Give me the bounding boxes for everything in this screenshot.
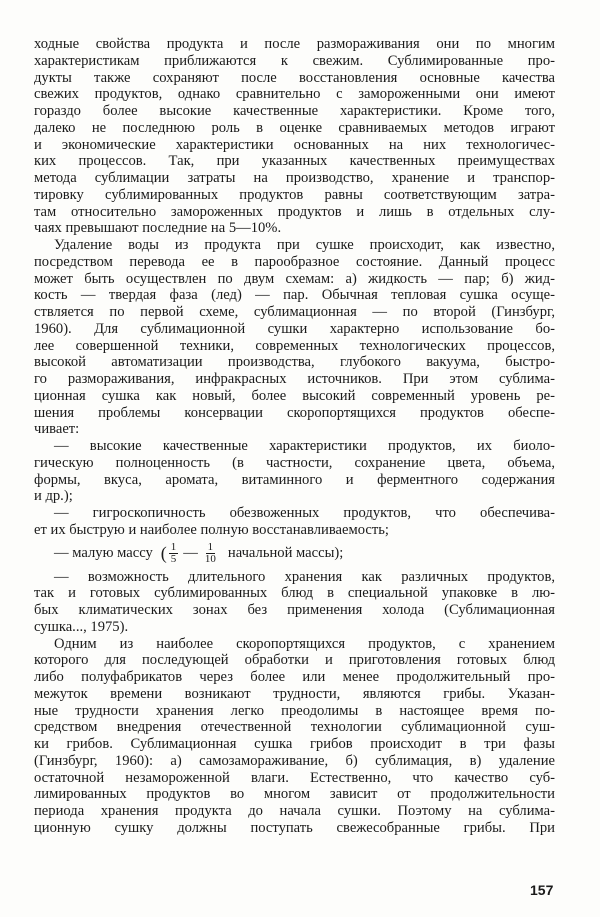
- text-line: далеко не последнюю роль в оценке сравниваемых методов играют: [34, 119, 555, 136]
- page-number: 157: [530, 882, 554, 898]
- text-line: ет их быструю и наиболее полную восстанавливаемость;: [34, 521, 389, 538]
- text-line: бых климатических зонах без применения холода (Сублимационная: [34, 602, 555, 618]
- bullet-4: [34, 569, 555, 636]
- fraction-one-fifth: [169, 542, 179, 565]
- text-line: гораздо более высокие качественные характеристики. Кроме того,: [34, 103, 555, 119]
- text-line: — возможность длительного хранения как различных продуктов,: [54, 568, 555, 585]
- text-line: 1960). Для сублимационной сушки характерно использование бо-: [34, 320, 555, 337]
- text-line: посредством перевода ее в парообразное состояние. Данный процесс: [34, 253, 555, 270]
- text-line: либо полуфабрикатов через более или менее продолжительный про-: [34, 669, 555, 685]
- text-line: и др.);: [34, 488, 73, 505]
- text-line: — гигроскопичность обезвоженных продуктов, что обеспечива-: [54, 505, 555, 521]
- text-line: характеристикам приближаются к свежим. Сублимированные про-: [34, 52, 555, 69]
- text-line: и экономические характеристики основанных на них технологичес-: [34, 136, 555, 153]
- fraction-numerator: 1: [170, 541, 177, 553]
- fraction-one-tenth: [203, 542, 218, 565]
- text-line: лимированных продуктов во многом зависит от продолжительности: [34, 786, 555, 803]
- mass-prefix: — малую массу: [54, 545, 153, 562]
- text-line: ционная сушка как новый, более высокий современный уровень ре-: [34, 387, 555, 404]
- text-line: остаточной незамороженной влаги. Естественно, что качество суб-: [34, 769, 555, 786]
- text-line: может быть осуществлен по двум схемам: а) жидкость — пар; б) жид-: [34, 270, 555, 287]
- text-line: там относительно замороженных продуктов и лишь в отдельных слу-: [34, 203, 555, 220]
- text-line: Удаление воды из продукта при сушке происходит, как известно,: [54, 237, 555, 253]
- text-line: которого для последующей обработки и приготовления готовых блюд: [34, 652, 555, 669]
- text-line: формы, вкуса, аромата, витаминного и ферментного содержания: [34, 471, 555, 488]
- text-line: ки грибов. Сублимационная сушка грибов происходит в три фазы: [34, 736, 555, 752]
- text-line: ные трудности хранения легко преодолимы в настоящее время по-: [34, 702, 555, 719]
- text-line: межуток времени возникают трудности, являются грибы. Указан-: [34, 685, 555, 702]
- text-line: гическую полноценность (в частности, сохранение цвета, объема,: [34, 454, 555, 471]
- text-line: дукты также сохраняют после восстановления основные качества: [34, 69, 555, 86]
- bullet-2: [34, 505, 555, 539]
- fraction-denominator: 5: [170, 553, 177, 565]
- body-text: [34, 36, 555, 837]
- text-line: свежих продуктов, однако сравнительно с замороженными они имеют: [34, 86, 555, 103]
- paragraph-3: [34, 636, 555, 837]
- text-line: (Гинзбург, 1960): а) самозамораживание, б) сублимация, в) удаление: [34, 752, 555, 769]
- text-line: го размораживания, инфракрасных источников. При этом сублима-: [34, 371, 555, 387]
- text-line: средством внедрения отечественной технологии сублимационной суш-: [34, 719, 555, 736]
- text-line: периода хранения продукта до начала сушки. Поэтому на сублима-: [34, 803, 555, 819]
- text-line: чивает:: [34, 421, 80, 438]
- text-line: тировку сублимированных продуктов равны соответствующим затра-: [34, 186, 555, 203]
- text-line: так и готовых сублимированных блюд в специальной упаковке в лю-: [34, 585, 555, 602]
- text-line: ствляется по первой схеме, сублимационная — по второй (Гинзбург,: [34, 304, 555, 320]
- text-line: высокой автоматизации производства, глубокого вакуума, быстро-: [34, 354, 555, 371]
- text-line: кость — твердая фаза (лед) — пар. Обычная тепловая сушка осуще-: [34, 287, 555, 304]
- bullet-3: [34, 539, 555, 569]
- mass-suffix: начальной массы);: [227, 545, 344, 562]
- text-line: шения проблемы консервации скоропортящихся продуктов обеспе-: [34, 404, 555, 421]
- text-line: ходные свойства продукта и после размораживания они по многим: [34, 36, 555, 52]
- text-line: сушка..., 1975).: [34, 618, 129, 635]
- open-paren: (: [160, 543, 167, 564]
- paragraph-2: [34, 237, 555, 438]
- bullet-1: [34, 438, 555, 505]
- paragraph-1: [34, 36, 555, 237]
- text-line: ких процессов. Так, при указанных качественных преимуществах: [34, 153, 555, 170]
- text-line: метода сублимации затраты на производство, хранение и транспор-: [34, 170, 555, 186]
- text-line: — высокие качественные характеристики продуктов, их биоло-: [54, 438, 555, 454]
- text-line: чаях превышают последние на 5—10%.: [34, 220, 282, 237]
- text-line: Одним из наиболее скоропортящихся продуктов, с хранением: [54, 635, 555, 652]
- fraction-numerator: 1: [207, 541, 214, 553]
- text-line: ционную сушку должны поступать свежесобранные грибы. При: [34, 819, 555, 836]
- range-dash: —: [183, 545, 198, 562]
- fraction-denominator: 10: [204, 553, 216, 565]
- text-line: лее совершенной техники, современных технологических процессов,: [34, 337, 555, 354]
